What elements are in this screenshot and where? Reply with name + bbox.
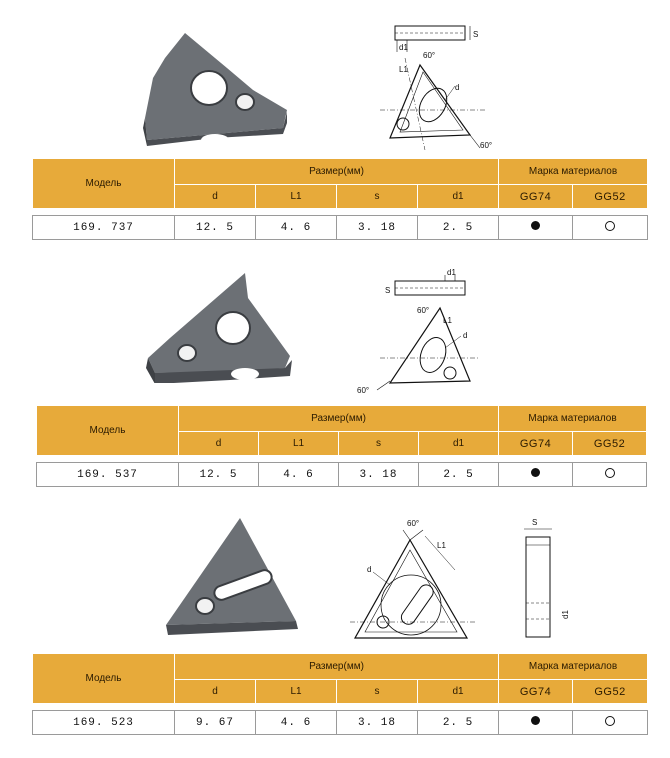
cell-model: 169. 523 (33, 711, 175, 735)
cell-d: 12. 5 (179, 463, 259, 487)
column-d1: d1 (419, 432, 499, 456)
technical-drawing-2 (355, 263, 490, 398)
spec-table-2 (36, 405, 647, 487)
cell-l1: 4. 6 (256, 216, 337, 240)
column-gg74: GG74 (499, 432, 573, 456)
header-material: Марка материалов (499, 159, 648, 185)
drawing-label-d1: d1 (447, 268, 456, 277)
drawing-label-angle-bottom: 60° (480, 141, 493, 150)
drawing-label-l1: L1 (437, 541, 446, 550)
drawing-label-d: d (455, 83, 460, 92)
cell-model: 169. 537 (37, 463, 179, 487)
column-s: s (337, 680, 418, 704)
insert-photo-1 (135, 28, 295, 148)
drawing-label-s: S (473, 30, 479, 39)
spec-table-1 (32, 158, 648, 240)
column-l1: L1 (256, 185, 337, 209)
header-material: Марка материалов (499, 406, 647, 432)
column-d: d (179, 432, 259, 456)
drawing-label-angle-top: 60° (423, 51, 436, 60)
cell-l1: 4. 6 (256, 711, 337, 735)
column-d1: d1 (418, 185, 499, 209)
technical-drawing-1 (375, 20, 510, 155)
column-d: d (175, 680, 256, 704)
filled-circle-icon (531, 716, 540, 725)
column-s: s (337, 185, 418, 209)
column-gg52: GG52 (573, 185, 648, 209)
header-model: Модель (33, 159, 175, 209)
cell-s: 3. 18 (337, 216, 418, 240)
drawing-label-d: d (463, 331, 468, 340)
cell-d1: 2. 5 (418, 711, 499, 735)
header-model: Модель (33, 654, 175, 704)
cell-l1: 4. 6 (259, 463, 339, 487)
column-s: s (339, 432, 419, 456)
drawing-label-l1: L1 (443, 316, 452, 325)
product-section-3 (0, 505, 670, 758)
drawing-label-d: d (367, 565, 372, 574)
insert-photo-2 (140, 268, 305, 383)
header-material: Марка материалов (499, 654, 648, 680)
drawing-label-d1: d1 (561, 610, 570, 619)
empty-circle-icon (605, 468, 615, 478)
spec-table-3 (32, 653, 648, 735)
drawing-label-s: S (532, 518, 538, 527)
drawing-label-angle-bottom: 60° (357, 386, 370, 395)
header-size: Размер(мм) (179, 406, 499, 432)
filled-circle-icon (531, 221, 540, 230)
product-section-1 (0, 0, 670, 250)
filled-circle-icon (531, 468, 540, 477)
cell-s: 3. 18 (339, 463, 419, 487)
column-l1: L1 (259, 432, 339, 456)
column-l1: L1 (256, 680, 337, 704)
cell-d1: 2. 5 (419, 463, 499, 487)
empty-circle-icon (605, 716, 615, 726)
side-view-drawing-3 (512, 515, 572, 645)
drawing-label-s: S (385, 286, 391, 295)
product-section-2 (0, 258, 670, 498)
cell-d: 12. 5 (175, 216, 256, 240)
cell-model: 169. 737 (33, 216, 175, 240)
drawing-label-angle: 60° (407, 519, 420, 528)
column-gg74: GG74 (499, 680, 573, 704)
column-d1: d1 (418, 680, 499, 704)
cell-d: 9. 67 (175, 711, 256, 735)
drawing-label-l1: L1 (399, 65, 408, 74)
header-size: Размер(мм) (175, 654, 499, 680)
drawing-label-angle-top: 60° (417, 306, 430, 315)
cell-d1: 2. 5 (418, 216, 499, 240)
column-gg74: GG74 (499, 185, 573, 209)
insert-photo-3 (158, 513, 303, 638)
technical-drawing-3 (345, 510, 485, 645)
column-gg52: GG52 (573, 680, 648, 704)
column-d: d (175, 185, 256, 209)
drawing-label-d1: d1 (399, 43, 408, 52)
empty-circle-icon (605, 221, 615, 231)
header-model: Модель (37, 406, 179, 456)
header-size: Размер(мм) (175, 159, 499, 185)
column-gg52: GG52 (573, 432, 647, 456)
cell-s: 3. 18 (337, 711, 418, 735)
